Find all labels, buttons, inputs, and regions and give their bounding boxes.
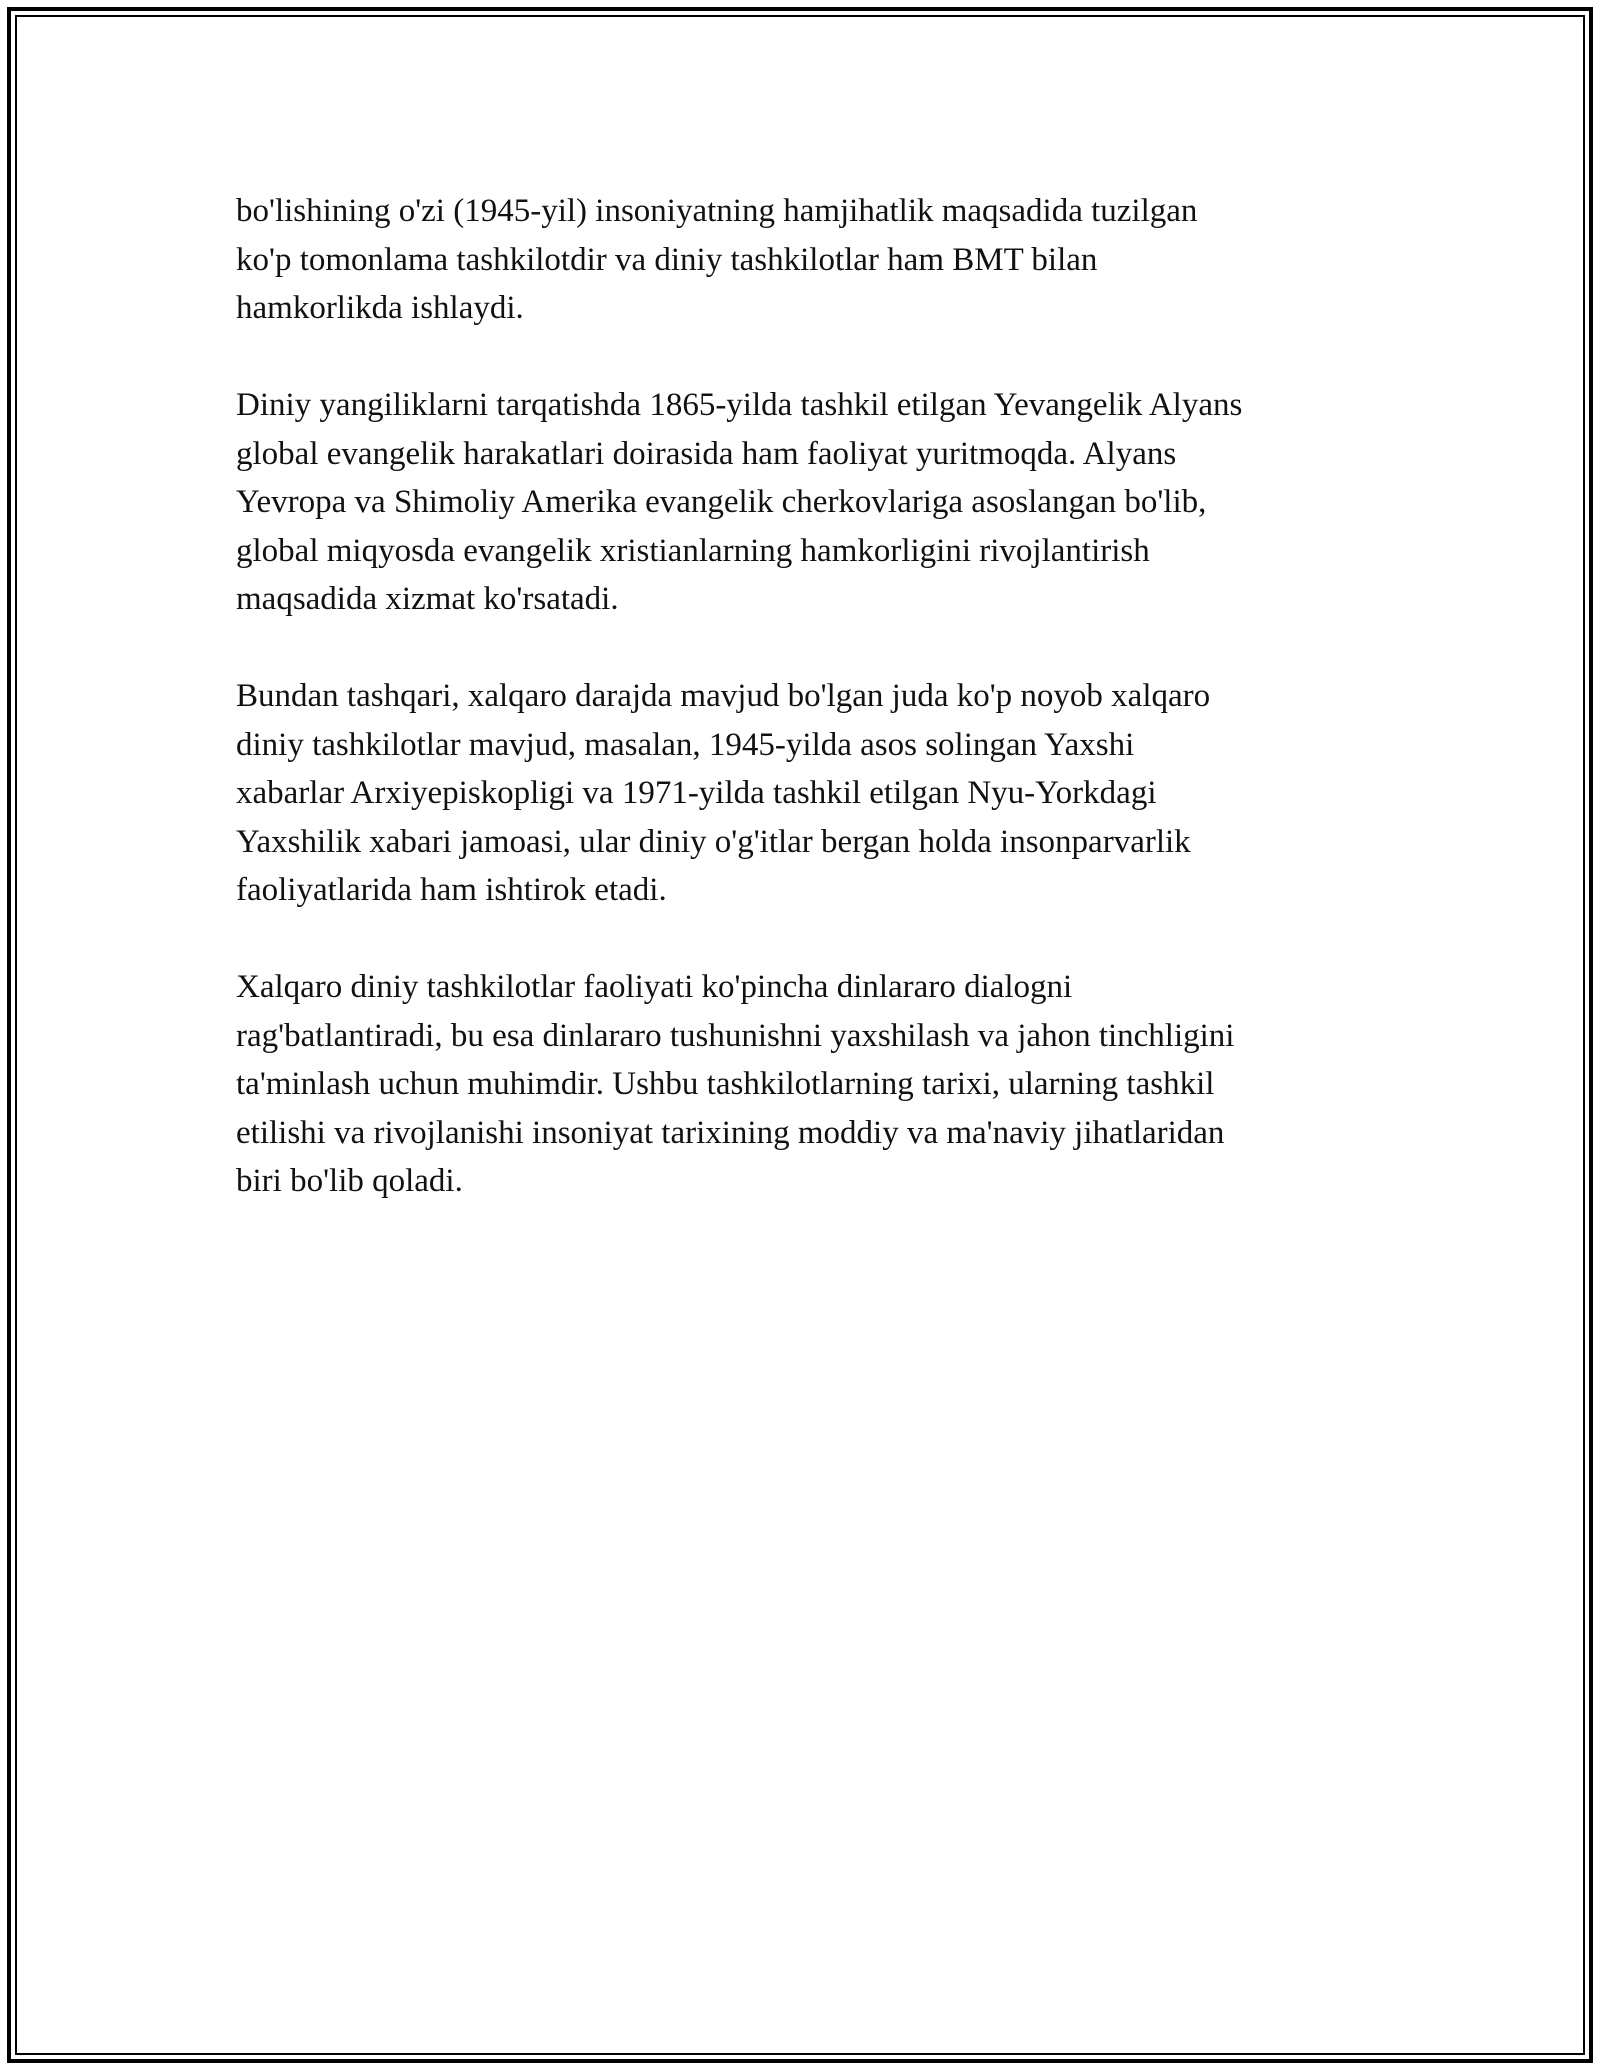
text-line: diniy tashkilotlar mavjud, masalan, 1945-yilda asos solingan Yaxshi — [236, 726, 1135, 763]
text-line: rag'batlantiradi, bu esa dinlararo tushunishni yaxshilash va jahon tinchligini — [236, 1017, 1235, 1054]
paragraph — [236, 672, 1396, 915]
text-line: hamkorlikda ishlaydi. — [236, 290, 524, 326]
text-line: global evangelik harakatlari doirasida ham faoliyat yuritmoqda. Alyans — [236, 435, 1177, 472]
text-line: etilishi va rivojlanishi insoniyat tarixining moddiy va ma'naviy jihatlaridan — [236, 1114, 1225, 1151]
text-line: biri bo'lib qoladi. — [236, 1163, 463, 1199]
text-line: ko'p tomonlama tashkilotdir va diniy tashkilotlar ham BMT bilan — [236, 241, 1098, 278]
paragraph — [236, 963, 1396, 1206]
text-line: maqsadida xizmat ko'rsatadi. — [236, 581, 619, 617]
text-line: Bundan tashqari, xalqaro darajda mavjud bo'lgan juda ko'p noyob xalqaro — [236, 678, 1211, 714]
document-body — [236, 187, 1396, 1254]
text-line: bo'lishining o'zi (1945-yil) insoniyatning hamjihatlik maqsadida tuzilgan — [236, 193, 1198, 229]
text-line: Xalqaro diniy tashkilotlar faoliyati ko'pincha dinlararo dialogni — [236, 969, 1073, 1005]
text-line: Yaxshilik xabari jamoasi, ular diniy o'g'itlar bergan holda insonparvarlik — [236, 823, 1191, 860]
text-line: faoliyatlarida ham ishtirok etadi. — [236, 872, 667, 908]
text-line: Yevropa va Shimoliy Amerika evangelik cherkovlariga asoslangan bo'lib, — [236, 484, 1207, 520]
paragraph — [236, 381, 1396, 624]
text-line: global miqyosda evangelik xristianlarning hamkorligini rivojlantirish — [236, 532, 1150, 569]
text-line: Diniy yangiliklarni tarqatishda 1865-yilda tashkil etilgan Yevangelik Alyans — [236, 387, 1243, 423]
text-line: xabarlar Arxiyepiskopligi va 1971-yilda tashkil etilgan Nyu-Yorkdagi — [236, 775, 1157, 811]
text-line: ta'minlash uchun muhimdir. Ushbu tashkilotlarning tarixi, ularning tashkil — [236, 1066, 1215, 1102]
paragraph — [236, 187, 1396, 333]
